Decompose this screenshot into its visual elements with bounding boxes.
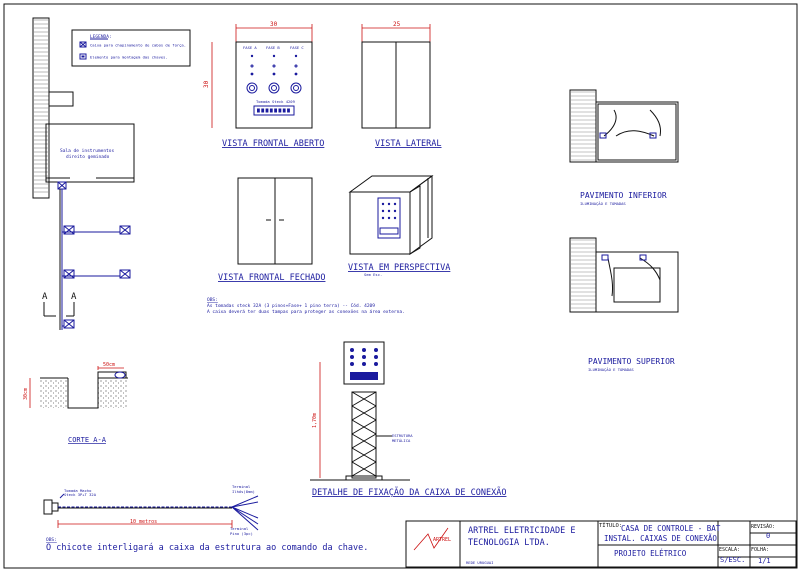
section-corte <box>23 362 128 444</box>
cable-right-top-1: Terminal <box>232 484 251 489</box>
view-frontal-fechado <box>218 178 325 283</box>
legend <box>72 30 190 66</box>
cable-right-bottom-1: Terminal <box>230 526 249 531</box>
folha-value: 1/1 <box>758 557 771 565</box>
panel-label-c: FASE C <box>290 45 304 50</box>
structure-label-2: METÁLICA <box>392 438 411 443</box>
title-pav-superior: PAVIMENTO SUPERIOR <box>588 357 675 366</box>
left-stairs <box>33 18 73 198</box>
escala-value: S/ESC. <box>720 556 746 564</box>
plan-pavimento-superior <box>570 238 678 372</box>
folha-label: FOLHA: <box>751 547 770 553</box>
cable-right-bottom-2: Pino (3pc) <box>230 531 253 536</box>
notes-obs <box>207 297 405 315</box>
view-frontal-aberto <box>203 21 324 149</box>
site-plan <box>42 124 134 330</box>
panel-label-b: FASE B <box>266 45 280 50</box>
titulo-label: TÍTULO: <box>599 523 623 529</box>
detail-fixacao <box>310 342 506 498</box>
panel-label-a: FASE A <box>243 45 257 50</box>
dim-front-height: 30 <box>203 80 210 88</box>
dim-cable-length: 10 metros <box>130 519 158 525</box>
view-perspectiva <box>348 176 450 277</box>
dim-corte-depth: 30cm <box>23 387 29 400</box>
title-pav-inferior: PAVIMENTO INFERIOR <box>580 191 667 200</box>
logo-subtext: REDE URUGUAI <box>466 560 494 565</box>
legend-item-2: Elemento para montagem das chaves. <box>90 54 168 60</box>
cable-right-top-2: Ilhós(8mm) <box>232 489 255 494</box>
title-corte: CORTE A-A <box>68 436 106 444</box>
title-frontal-fechado: VISTA FRONTAL FECHADO <box>218 273 326 283</box>
title-lateral: VISTA LATERAL <box>375 139 442 149</box>
titulo-line-1: CASA DE CONTROLE - BAT <box>621 524 721 533</box>
room-label-1: Sala de instrumentos <box>60 149 115 154</box>
cable-left-label-1: Tomada Macho <box>64 488 92 493</box>
socket-label: Tomada Steck 4209 <box>256 99 295 104</box>
subtitle-perspectiva: Sem Esc. <box>364 272 383 277</box>
dim-corte-width: 50cm <box>103 362 116 368</box>
title-detalhe: DETALHE DE FIXAÇÃO DA CAIXA DE CONEXÃO <box>312 488 507 498</box>
revisao-label: REVISÃO: <box>751 524 776 530</box>
plan-pavimento-inferior <box>570 90 678 206</box>
cable-left-label-2: Steck 3P+T 32A <box>64 492 97 497</box>
escala-label: ESCALA: <box>719 547 741 553</box>
revisao-value: 0 <box>766 532 771 540</box>
titulo-line-2: INSTAL. CAIXAS DE CONEXÃO <box>604 534 717 543</box>
title-frontal-aberto: VISTA FRONTAL ABERTO <box>222 139 325 149</box>
dim-lateral-width: 25 <box>393 21 401 28</box>
cable-note-label: OBS: <box>46 538 57 543</box>
structure-label-1: ESTRUTURA <box>392 433 413 438</box>
view-lateral <box>362 21 442 149</box>
cable-note-text: O chicote interligará a caixa da estrutura ao comando da chave. <box>46 543 369 553</box>
section-mark-left: A <box>42 292 48 302</box>
company-line-2: TECNOLOGIA LTDA. <box>468 538 550 548</box>
projeto-text: PROJETO ELÉTRICO <box>614 549 687 558</box>
title-block <box>406 521 796 567</box>
obs-label: OBS: <box>207 298 218 303</box>
subtitle-pav-superior: ILUMINAÇÃO E TOMADAS <box>588 367 634 372</box>
room-label-2: direito geminado <box>66 155 110 160</box>
title-perspectiva: VISTA EM PERSPECTIVA <box>348 263 451 273</box>
subtitle-pav-inferior: ILUMINAÇÃO E TOMADAS <box>580 201 626 206</box>
dim-front-width: 30 <box>270 21 278 28</box>
obs-line-2: A caixa deverá ter duas tampas para proteger as conexões na área externa. <box>207 310 405 315</box>
company-line-1: ARTREL ELETRICIDADE E <box>468 526 576 536</box>
legend-title: LEGENDA: <box>90 35 112 40</box>
legend-item-1: Caixa para chapinamento de cabos de força. <box>90 42 187 48</box>
logo-text: ARTREL <box>433 537 452 543</box>
section-mark-right: A <box>71 292 77 302</box>
dim-detalhe-height: 1,70m <box>312 412 318 428</box>
obs-line-1: As tomadas steck 32A (3 pinos+Fase+ 1 pino terra) -- Cód. 4209 <box>207 304 375 309</box>
